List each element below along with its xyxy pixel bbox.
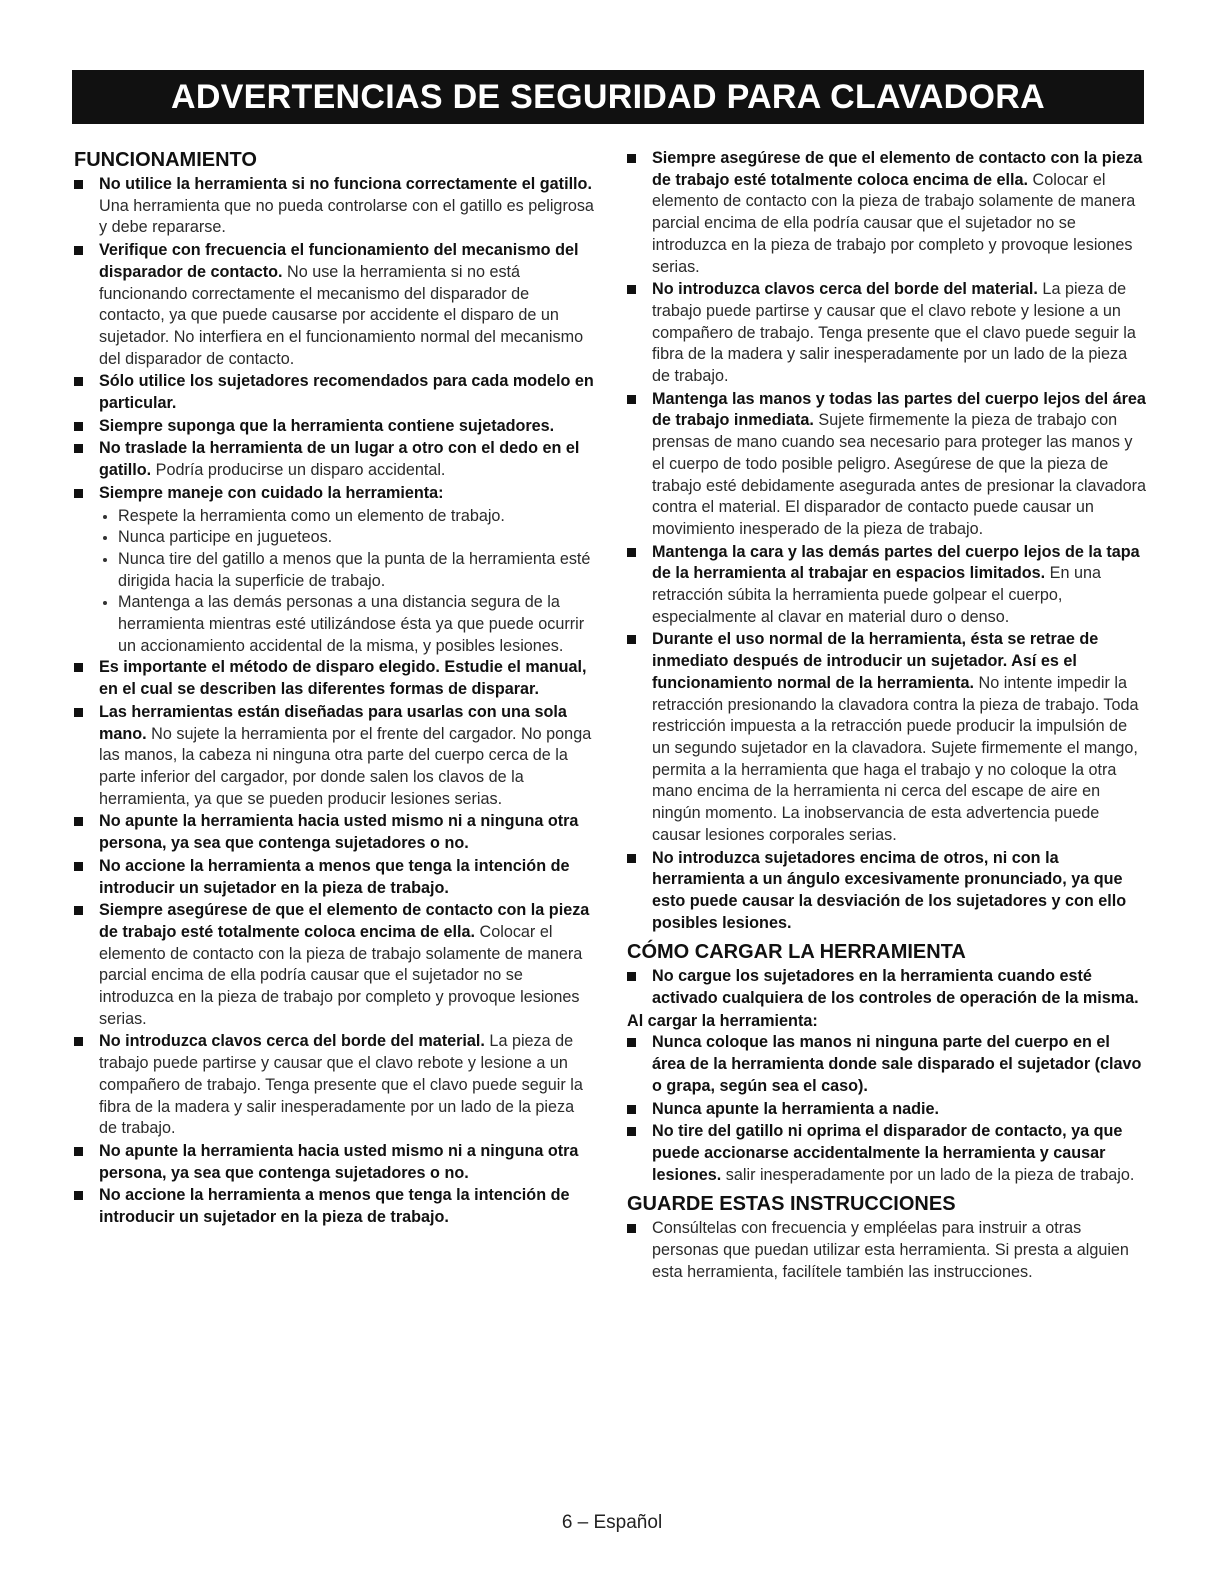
list-item	[627, 389, 1147, 541]
page-title: ADVERTENCIAS DE SEGURIDAD PARA CLAVADORA	[170, 77, 1045, 116]
square-bullet-icon	[627, 854, 636, 863]
square-bullet-icon	[627, 395, 636, 404]
item-bold-text: No utilice la herramienta si no funciona correctamente el gatillo.	[99, 175, 592, 193]
list-item	[627, 1121, 1147, 1186]
list-item	[627, 148, 1147, 278]
item-bold-text: No accione la herramienta a menos que tenga la intención de introducir un sujetador en la pieza de trabajo.	[99, 1186, 570, 1227]
square-bullet-icon	[627, 635, 636, 644]
list-item	[74, 483, 594, 505]
item-body-text: salir inesperadamente por un lado de la pieza de trabajo.	[721, 1165, 1135, 1184]
square-bullet-icon	[74, 180, 83, 189]
item-bold-text: Siempre asegúrese de que el elemento de contacto con la pieza de trabajo esté totalmente coloca encima de ella.	[652, 149, 1143, 189]
item-body-text: No sujete la herramienta por el frente del cargador. No ponga las manos, la cabeza ni ninguna otra parte del cuerpo cerca de la parte inferior del cargador, por donde salen los clavos de la herramienta, ya que se pueden producir lesiones serias.	[99, 724, 592, 808]
item-body-text: En una retracción súbita la herramienta puede golpear el cuerpo, especialmente al clavar en material duro o denso.	[652, 564, 1101, 626]
item-bold-text: Nunca coloque las manos ni ninguna parte del cuerpo en el área de la herramienta donde sale disparado el sujetador (clavo o grapa, según sea el caso).	[652, 1033, 1142, 1095]
square-bullet-icon	[74, 1147, 83, 1156]
square-bullet-icon	[627, 1224, 636, 1233]
item-body-text: Una herramienta que no pueda controlarse con el gatillo es peligrosa y debe repararse.	[99, 196, 594, 237]
list-item	[74, 856, 594, 899]
sublist-handling	[74, 506, 594, 658]
sub-list-item	[74, 506, 594, 528]
list-item	[74, 240, 594, 370]
sub-item-text: Mantenga a las demás personas a una distancia segura de la herramienta mientras esté utilizándose ésta ya que puede ocurrir un accionamiento accidental de la misma, y posibles lesiones.	[118, 593, 585, 655]
square-bullet-icon	[74, 906, 83, 915]
list-item	[627, 1099, 1147, 1121]
list-item	[74, 174, 594, 239]
item-body-text: Colocar el elemento de contacto con la pieza de trabajo solamente de manera parcial encima de ella podría causar que el sujetador no se introduzca en la pieza de trabajo por completo y provoque lesiones serias.	[99, 922, 583, 1028]
item-body-text: Podría producirse un disparo accidental.	[151, 461, 446, 480]
round-bullet-icon	[103, 515, 107, 519]
section-heading-funcionamiento: FUNCIONAMIENTO	[74, 149, 257, 171]
list-item	[627, 279, 1147, 388]
square-bullet-icon	[627, 1127, 636, 1136]
square-bullet-icon	[627, 972, 636, 981]
item-body-text: No intente impedir la retracción presionando la clavadora contra la pieza de trabajo. Toda restricción impuesta a la retracción puede producir la impulsión de un segundo sujetador en la clavadora. Sujete firmemente el mango, permita a la herramienta que haga el trabajo y no coloque la otra mano encima de la herramienta ni cerca del escape de aire en ningún momento. La inobservancia de esta advertencia puede causar lesiones corporales serias.	[652, 673, 1139, 844]
list-right-2	[627, 966, 1147, 1009]
sub-item-text: Nunca tire del gatillo a menos que la punta de la herramienta esté dirigida hacia la superficie de trabajo.	[118, 549, 591, 590]
square-bullet-icon	[74, 444, 83, 453]
item-body-text: No use la herramienta si no está funcionando correctamente el mecanismo del disparador de contacto, ya que puede causarse por accidente el disparo de un sujetador. No interfiera en el funcionamiento normal del mecanismo del disparador de contacto.	[99, 262, 584, 368]
item-bold-text: Mantenga las manos y todas las partes del cuerpo lejos del área de trabajo inmediata.	[652, 389, 1146, 430]
square-bullet-icon	[74, 862, 83, 871]
square-bullet-icon	[74, 663, 83, 672]
item-body-text: Colocar el elemento de contacto con la pieza de trabajo solamente de manera parcial encima de ella podría causar que el sujetador no se introduzca en la pieza de trabajo por completo y provoque lesiones serias.	[652, 170, 1136, 276]
list-item	[74, 657, 594, 700]
item-bold-text: No introduzca sujetadores encima de otros, ni con la herramienta a un ángulo excesivamente pronunciado, ya que esto puede causar la desviación de los sujetadores y con ello posibles lesiones.	[652, 848, 1127, 932]
square-bullet-icon	[627, 285, 636, 294]
list-item	[74, 900, 594, 1030]
item-bold-text: Verifique con frecuencia el funcionamiento del mecanismo del disparador de contacto.	[99, 241, 579, 281]
item-bold-text: Las herramientas están diseñadas para usarlas con una sola mano.	[99, 702, 567, 743]
list-item	[74, 702, 594, 811]
round-bullet-icon	[103, 558, 107, 562]
item-bold-text: No tire del gatillo ni oprima el disparador de contacto, ya que puede accionarse accidentalmente la herramienta y causar lesiones.	[652, 1122, 1123, 1184]
item-bold-text: Nunca apunte la herramienta a nadie.	[652, 1099, 939, 1118]
page-footer: 6 – Español	[561, 1512, 663, 1533]
sub-list-item	[74, 527, 594, 549]
list-item	[74, 811, 594, 854]
right-column	[627, 148, 1147, 1284]
list-item	[627, 1218, 1147, 1283]
item-bold-text: Sólo utilice los sujetadores recomendados para cada modelo en particular.	[99, 372, 594, 413]
list-right-1	[627, 148, 1147, 934]
item-body-text: La pieza de trabajo puede partirse y causar que el clavo rebote y lesione a un compañero de trabajo. Tenga presente que el clavo puede seguir la fibra de la madera y salir inesperadamente por un lado de la pieza de trabajo.	[652, 280, 1136, 386]
item-body-text: Sujete firmemente la pieza de trabajo con prensas de mano cuando sea necesario para proteger las manos y el cuerpo de todo posible peligro. Asegúrese de que la pieza de trabajo esté debidamente asegurada antes de presionar la clavadora contra el material. El disparador de contacto puede causar un movimiento inesperado de la pieza de trabajo.	[652, 411, 1147, 538]
round-bullet-icon	[103, 601, 107, 605]
square-bullet-icon	[74, 817, 83, 826]
item-bold-text: No cargue los sujetadores en la herramienta cuando esté activado cualquiera de los controles de operación de la misma.	[652, 967, 1139, 1008]
list-left-1	[74, 174, 594, 505]
list-right-4	[627, 1218, 1147, 1283]
square-bullet-icon	[627, 548, 636, 557]
item-body-text: La pieza de trabajo puede partirse y causar que el clavo rebote y lesione a un compañero de trabajo. Tenga presente que el clavo puede seguir la fibra de la madera y salir inesperadamente por un lado de la pieza de trabajo.	[99, 1032, 583, 1138]
item-bold-text: Siempre suponga que la herramienta contiene sujetadores.	[99, 416, 555, 435]
list-item	[627, 848, 1147, 935]
list-item	[74, 416, 594, 438]
item-bold-text: No traslade la herramienta de un lugar a otro con el dedo en el gatillo.	[99, 439, 580, 480]
item-body-text: Consúltelas con frecuencia y empléelas para instruir a otras personas que puedan utilizar esta herramienta. Si presta a alguien esta herramienta, facilítele también las instrucciones.	[652, 1219, 1129, 1281]
list-item	[74, 1031, 594, 1140]
loading-label: Al cargar la herramienta:	[627, 1011, 818, 1030]
square-bullet-icon	[74, 1191, 83, 1200]
item-bold-text: No introduzca clavos cerca del borde del material.	[99, 1032, 485, 1051]
round-bullet-icon	[103, 536, 107, 540]
list-item	[627, 1032, 1147, 1097]
item-bold-text: Durante el uso normal de la herramienta, ésta se retrae de inmediato después de introducir un sujetador. Así es el funcionamiento normal de la herramienta.	[652, 630, 1099, 692]
square-bullet-icon	[74, 1037, 83, 1046]
section-heading-cargar: CÓMO CARGAR LA HERRAMIENTA	[627, 941, 966, 964]
item-bold-text: Mantenga la cara y las demás partes del cuerpo lejos de la tapa de la herramienta al trabajar en espacios limitados.	[652, 542, 1140, 583]
list-right-3	[627, 1032, 1147, 1186]
square-bullet-icon	[627, 154, 636, 163]
list-item	[74, 438, 594, 481]
section-heading-guarde: GUARDE ESTAS INSTRUCCIONES	[627, 1193, 956, 1216]
item-bold-text: Siempre maneje con cuidado la herramienta:	[99, 483, 444, 502]
square-bullet-icon	[74, 489, 83, 498]
square-bullet-icon	[74, 377, 83, 386]
list-item	[627, 966, 1147, 1009]
square-bullet-icon	[627, 1038, 636, 1047]
sub-list-item	[74, 549, 594, 592]
item-bold-text: No accione la herramienta a menos que tenga la intención de introducir un sujetador en la pieza de trabajo.	[99, 856, 570, 897]
list-item	[627, 542, 1147, 629]
item-bold-text: Es importante el método de disparo elegido. Estudie el manual, en el cual se describen las diferentes formas de disparar.	[99, 658, 587, 699]
list-left-2	[74, 657, 594, 1228]
square-bullet-icon	[627, 1105, 636, 1114]
left-column	[74, 148, 594, 1230]
sub-list-item	[74, 592, 594, 657]
page-title-banner	[72, 70, 1144, 124]
item-bold-text: No apunte la herramienta hacia usted mismo ni a ninguna otra persona, ya sea que contenga sujetadores o no.	[99, 1141, 579, 1182]
sub-item-text: Nunca participe en jugueteos.	[118, 528, 333, 547]
square-bullet-icon	[74, 246, 83, 255]
item-bold-text: No introduzca clavos cerca del borde del material.	[652, 280, 1038, 299]
list-item	[627, 629, 1147, 846]
square-bullet-icon	[74, 708, 83, 717]
list-item	[74, 1185, 594, 1228]
item-bold-text: No apunte la herramienta hacia usted mismo ni a ninguna otra persona, ya sea que contenga sujetadores o no.	[99, 812, 579, 853]
square-bullet-icon	[74, 422, 83, 431]
list-item	[74, 1141, 594, 1184]
list-item	[74, 371, 594, 414]
item-bold-text: Siempre asegúrese de que el elemento de contacto con la pieza de trabajo esté totalmente coloca encima de ella.	[99, 901, 590, 941]
sub-item-text: Respete la herramienta como un elemento de trabajo.	[118, 506, 505, 525]
